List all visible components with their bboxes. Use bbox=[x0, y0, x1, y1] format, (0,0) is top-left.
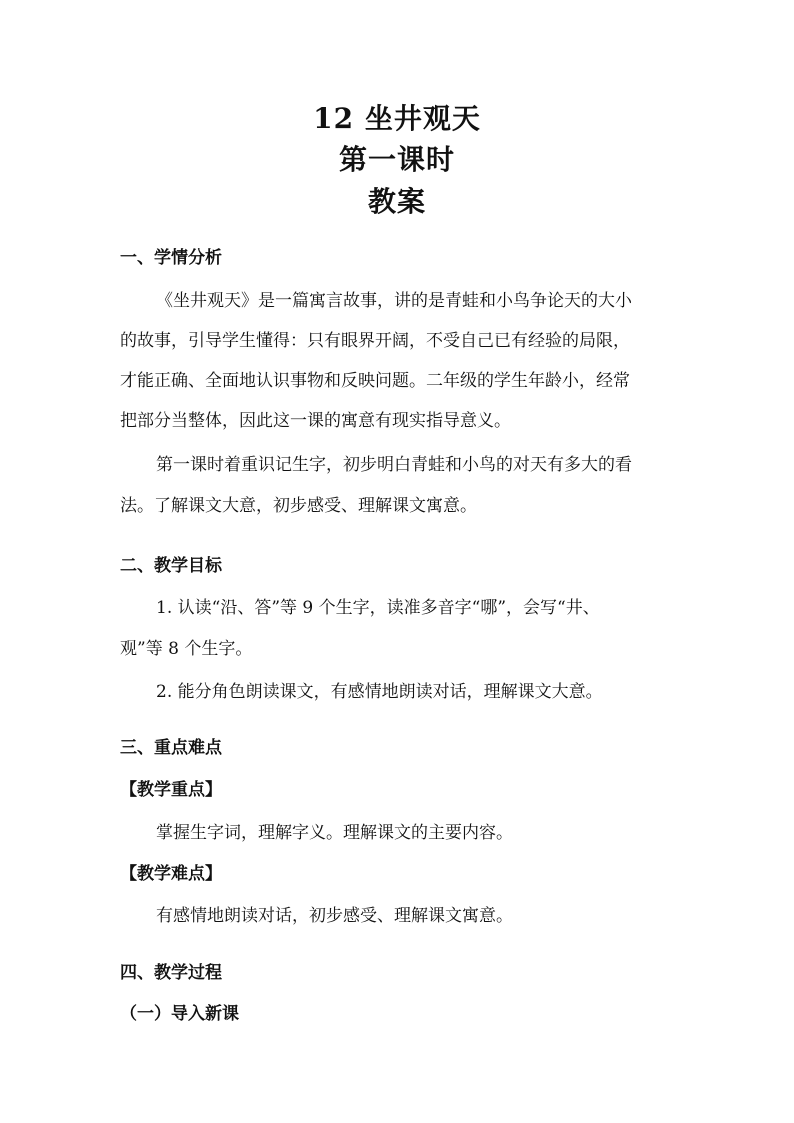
difficulty-label: 【教学难点】 bbox=[120, 864, 222, 884]
doc-subtitle-plan: 教案 bbox=[367, 185, 426, 218]
paragraph-line: 第一课时着重识记生字，初步明白青蛙和小鸟的对天有多大的看 bbox=[156, 455, 632, 475]
section-heading-key-points: 三、重点难点 bbox=[120, 738, 222, 758]
paragraph-line: 法。了解课文大意，初步感受、理解课文寓意。 bbox=[120, 496, 477, 516]
difficulty-text: 有感情地朗读对话，初步感受、理解课文寓意。 bbox=[156, 906, 513, 926]
doc-title: 12 坐井观天 bbox=[313, 102, 481, 135]
key-point-text: 掌握生字词，理解字义。理解课文的主要内容。 bbox=[156, 823, 513, 843]
goal-item: 2. 能分角色朗读课文，有感情地朗读对话，理解课文大意。 bbox=[156, 682, 603, 702]
section-heading-analysis: 一、学情分析 bbox=[120, 248, 222, 268]
doc-subtitle-lesson: 第一课时 bbox=[338, 143, 455, 176]
subsection-heading-intro: （一）导入新课 bbox=[120, 1004, 239, 1024]
paragraph-line: 的故事，引导学生懂得：只有眼界开阔，不受自己已有经验的局限， bbox=[120, 331, 630, 351]
paragraph-line: 把部分当整体，因此这一课的寓意有现实指导意义。 bbox=[120, 411, 511, 431]
section-heading-goals: 二、教学目标 bbox=[120, 556, 222, 576]
goal-item: 1. 认读“沿、答”等 9 个生字，读准多音字“哪”，会写“井、 bbox=[156, 598, 600, 618]
section-heading-process: 四、教学过程 bbox=[120, 963, 222, 983]
paragraph-line: 才能正确、全面地认识事物和反映问题。二年级的学生年龄小，经常 bbox=[120, 371, 630, 391]
goal-item-continued: 观”等 8 个生字。 bbox=[120, 639, 253, 659]
key-point-label: 【教学重点】 bbox=[120, 780, 222, 800]
paragraph-line: 《坐井观天》是一篇寓言故事，讲的是青蛙和小鸟争论天的大小 bbox=[156, 291, 632, 311]
